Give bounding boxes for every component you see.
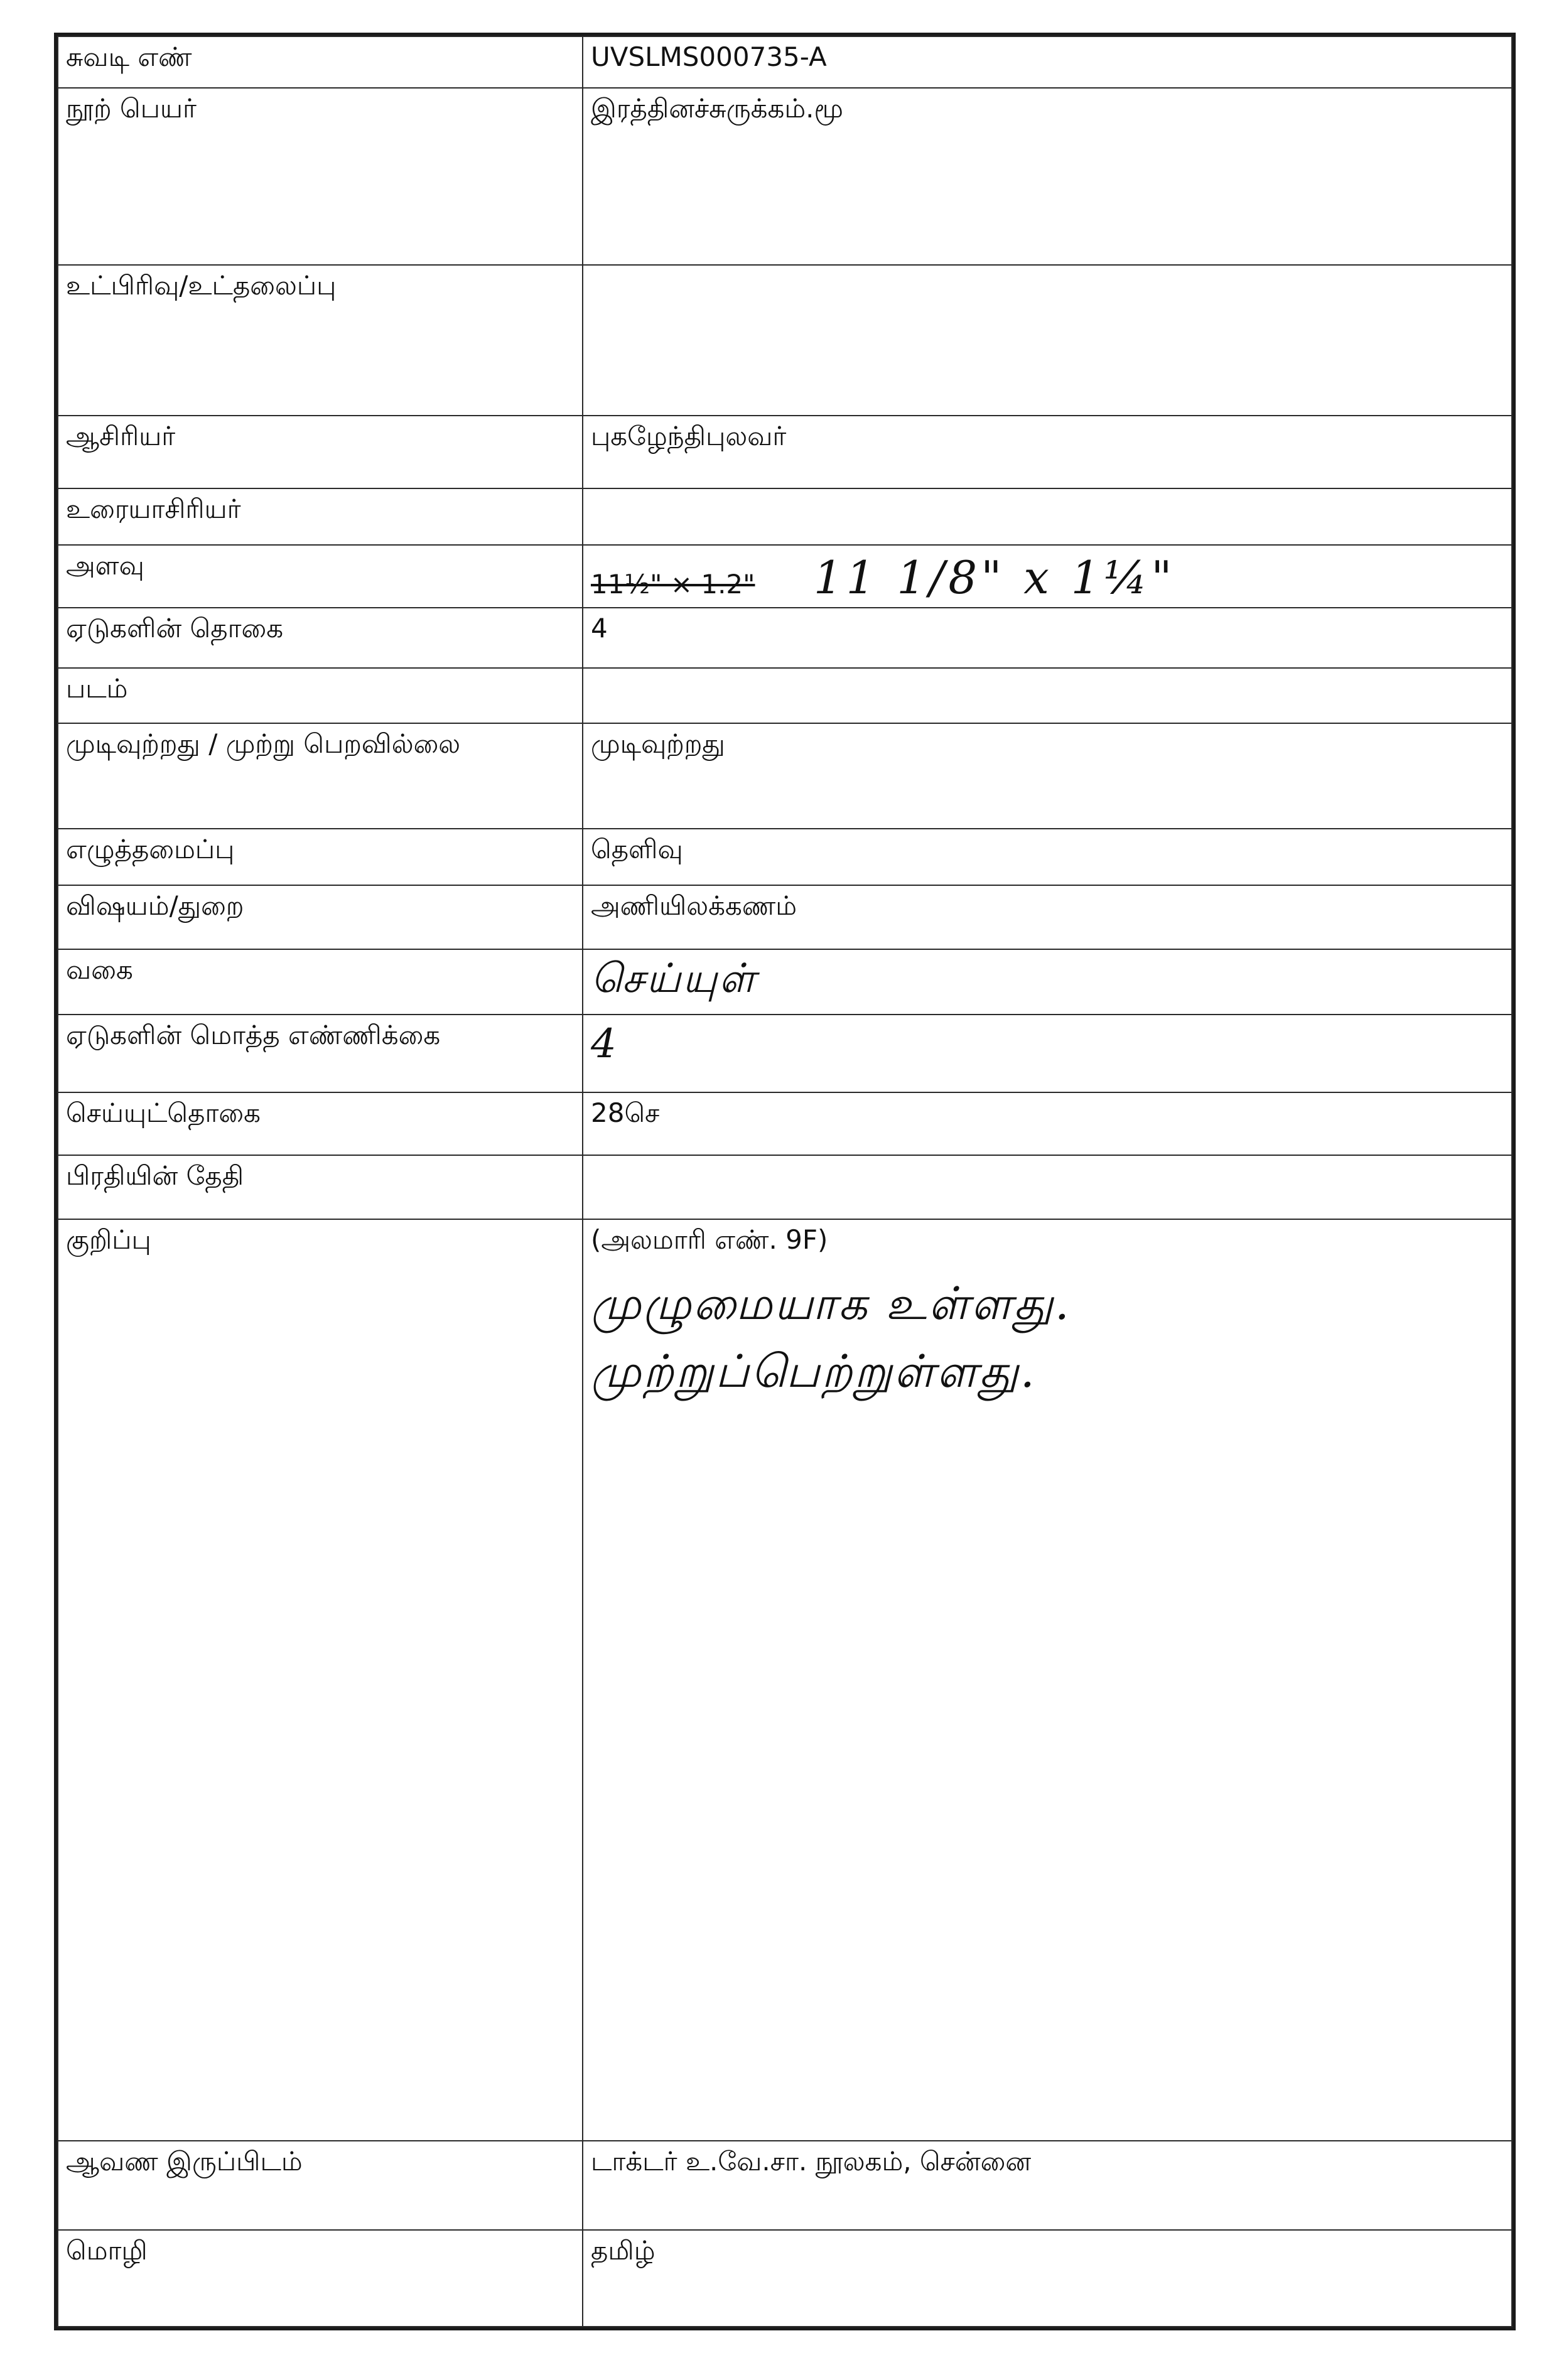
table-row — [58, 416, 1512, 488]
field-value-title: இரத்தினச்சுருக்கம்.மூ — [583, 88, 1512, 265]
handwritten-note: முழுமையாக உள்ளது. முற்றுப்பெற்றுள்ளது. — [591, 1276, 1071, 1397]
field-label: மொழி — [58, 2230, 583, 2327]
table-row — [58, 88, 1512, 265]
field-label: நூற் பெயர் — [58, 88, 583, 265]
field-label: எழுத்தமைப்பு — [58, 829, 583, 885]
table-row — [58, 1092, 1512, 1155]
table-row — [58, 1155, 1512, 1219]
handwritten-size-value: 11 1/8" x 1¼" — [813, 551, 1176, 604]
table-row — [58, 723, 1512, 829]
field-label: உரையாசிரியர் — [58, 488, 583, 545]
field-label: சுவடி எண் — [58, 36, 583, 88]
table-row — [58, 265, 1512, 416]
table-row — [58, 885, 1512, 949]
field-label: ஆசிரியர் — [58, 416, 583, 488]
field-value-leaf-count: 4 — [583, 608, 1512, 668]
field-value-completion: முடிவுற்றது — [583, 723, 1512, 829]
field-label: விஷயம்/துறை — [58, 885, 583, 949]
handwritten-total-leaves-value: 4 — [591, 1021, 618, 1067]
field-label: வகை — [58, 949, 583, 1015]
field-value-verse-count: 28செ — [583, 1092, 1512, 1155]
field-value-commentator — [583, 488, 1512, 545]
field-label: குறிப்பு — [58, 1219, 583, 2141]
field-label: ஆவண இருப்பிடம் — [58, 2141, 583, 2230]
table-row — [58, 949, 1512, 1015]
field-label: ஏடுகளின் தொகை — [58, 608, 583, 668]
field-label: ஏடுகளின் மொத்த எண்ணிக்கை — [58, 1015, 583, 1092]
field-value-picture — [583, 668, 1512, 723]
table-row — [58, 668, 1512, 723]
field-label: அளவு — [58, 545, 583, 608]
field-label: உட்பிரிவு/உட்தலைப்பு — [58, 265, 583, 416]
field-value-subject: அணியிலக்கணம் — [583, 885, 1512, 949]
field-value-script: தெளிவு — [583, 829, 1512, 885]
field-value-size — [583, 545, 1512, 608]
field-value-copy-date — [583, 1155, 1512, 1219]
table-row — [58, 608, 1512, 668]
table-row — [58, 829, 1512, 885]
field-value-language: தமிழ் — [583, 2230, 1512, 2327]
table-row — [58, 488, 1512, 545]
field-value-type — [583, 949, 1512, 1015]
field-label: முடிவுற்றது / முற்று பெறவில்லை — [58, 723, 583, 829]
handwritten-type-value: செய்யுள் — [591, 956, 757, 1002]
field-label: பிரதியின் தேதி — [58, 1155, 583, 1219]
table-row — [58, 1219, 1512, 2141]
manuscript-record-table — [57, 36, 1513, 2327]
field-value-total-leaves — [583, 1015, 1512, 1092]
table-row — [58, 1015, 1512, 1092]
table-row — [58, 2141, 1512, 2230]
field-label: செய்யுட்தொகை — [58, 1092, 583, 1155]
field-value-manuscript-id: UVSLMS000735-A — [583, 36, 1512, 88]
field-label: படம் — [58, 668, 583, 723]
struck-size-value: 11½" × 1.2" — [591, 569, 755, 600]
table-row — [58, 545, 1512, 608]
field-value-notes — [583, 1219, 1512, 2141]
field-value-location: டாக்டர் உ.வே.சா. நூலகம், சென்னை — [583, 2141, 1512, 2230]
field-value-subdivision — [583, 265, 1512, 416]
table-row — [58, 2230, 1512, 2327]
field-value-author: புகழேந்திபுலவர் — [583, 416, 1512, 488]
table-row — [58, 36, 1512, 88]
catalog-card — [54, 33, 1516, 2330]
notes-cupboard-number: (அலமாரி எண். 9F) — [591, 1224, 828, 1255]
